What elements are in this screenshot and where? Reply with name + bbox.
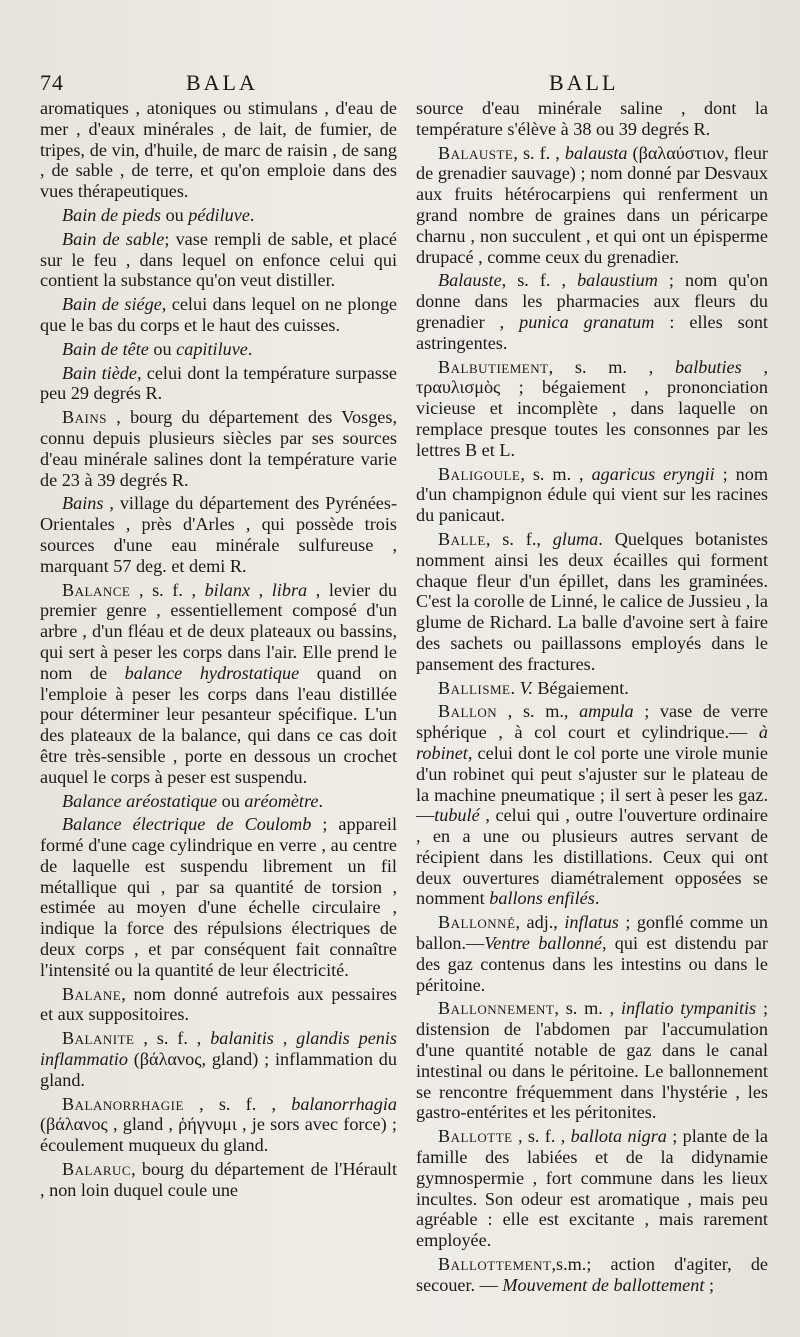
entry-headword: Bains bbox=[62, 407, 107, 428]
entry-text: , levier du premier genre , essentiellement composé d'un arbre , d'un fléau et de deux plateaux ou bassins, qui sert à peser les corps dans l'air. Elle prend le nom de bbox=[40, 579, 397, 683]
entry-headword: Bain de pieds bbox=[62, 204, 162, 225]
entry-headword: Bains bbox=[62, 493, 104, 514]
entry-headword: Balane bbox=[62, 983, 122, 1004]
dictionary-entry bbox=[416, 529, 768, 675]
entry-italic-term: gluma bbox=[552, 528, 599, 549]
dictionary-entry bbox=[40, 791, 397, 812]
entry-text: , s. f. , bbox=[501, 270, 578, 291]
entry-headword: Bain de siége bbox=[62, 294, 162, 315]
entry-text: ,s.m.; action d'agiter, de secouer. — bbox=[416, 1254, 768, 1295]
entry-text: ; gonflé comme un ballon.— bbox=[416, 912, 768, 954]
dictionary-entry bbox=[40, 1028, 397, 1090]
entry-text: : elles sont astringentes. bbox=[416, 311, 768, 353]
entry-text: . bbox=[247, 338, 253, 359]
entry-headword: Balauste bbox=[438, 270, 502, 291]
entry-headword: Balle bbox=[438, 528, 486, 549]
entry-text: aromatiques , atoniques ou stimulans , d'eau de mer , d'eaux minérales , de lait, de fumier, de tripes, de vin, d'huile, de marc de raisin , de sang , de sable , de terre, et qu'on emploie dans des vues thérapeutiques. bbox=[40, 98, 397, 202]
entry-headword: Ballon bbox=[438, 701, 498, 722]
entry-headword: Balauste bbox=[438, 142, 514, 163]
running-head bbox=[0, 70, 800, 98]
entry-italic-term: ballota nigra bbox=[570, 1126, 667, 1147]
page-number: 74 bbox=[40, 70, 64, 95]
entry-headword: Ballisme bbox=[438, 677, 511, 698]
entry-text: . bbox=[510, 677, 520, 698]
dictionary-entry bbox=[416, 998, 768, 1123]
dictionary-entry bbox=[40, 1094, 397, 1156]
entry-text: , s. m. , bbox=[520, 463, 592, 484]
entry-italic-term: tubulé bbox=[434, 805, 480, 826]
entry-text: . bbox=[594, 888, 600, 909]
entry-italic-term: agaricus eryngii bbox=[591, 463, 715, 484]
entry-italic-term: Ventre ballonné bbox=[484, 933, 602, 954]
dictionary-entry bbox=[40, 580, 397, 788]
entry-text: . bbox=[318, 790, 323, 811]
entry-headword: Balbutiement bbox=[438, 356, 549, 377]
entry-italic-term: V. bbox=[519, 677, 533, 698]
entry-italic-term: balance hydrostatique bbox=[124, 662, 300, 683]
entry-headword: Balance aréostatique bbox=[62, 790, 218, 811]
right-running-head: BALL bbox=[549, 70, 619, 95]
entry-italic-term: Mouvement de ballottement bbox=[502, 1274, 705, 1295]
entry-text: , s. f., bbox=[485, 528, 553, 549]
dictionary-entry bbox=[416, 98, 768, 140]
entry-text: , celui qui , outre l'ouverture ordinaire , en a une ou plusieurs autres servant de récipient dans les distillations. Ceux qui ont deux ouvertures diamétralement opposées se nomment bbox=[416, 805, 768, 909]
entry-text: (βάλανος , gland , ῥήγνυμι , je sors avec force) ; écoulement muqueux du gland. bbox=[40, 1114, 397, 1156]
entry-headword: Balance électrique de Coulomb bbox=[62, 814, 312, 835]
entry-text: source d'eau minérale saline , dont la température s'élève à 38 ou 39 degrés R. bbox=[416, 98, 768, 139]
dictionary-entry bbox=[416, 143, 768, 268]
entry-text: , celui dont la température surpasse peu 29 degrés R. bbox=[40, 362, 397, 404]
dictionary-entry bbox=[40, 339, 397, 360]
entry-text: ; plante de la famille des labiées et de la didynamie gymnospermie , fort commune dans les lieux incultes. Son odeur est aromatique , mais peu agréable : elle est excitante , mais rarement employée. bbox=[416, 1126, 768, 1251]
entry-text: quand on l'emploie à peser les corps dans l'eau distillée pour déterminer leur pesanteur spécifique. L'un des plateaux de la balance, qui dans ce cas doit être très-sensible , porte en dessous un crochet auquel le corps à peser est suspendu. bbox=[40, 662, 397, 787]
dictionary-entry bbox=[40, 363, 397, 405]
left-running-head: BALA bbox=[186, 70, 258, 95]
entry-headword: Ballonnement bbox=[438, 998, 555, 1019]
entry-text: , τραυλισμὸς ; bégaiement , prononciation vicieuse et incomplète , dans laquelle on remplace presque toutes les consonnes par les lettres B et L. bbox=[416, 356, 768, 460]
entry-text: , bourg du département des Vosges, connu depuis plusieurs siècles par ses sources d'eau minérale salines dont la température varie de 23 à 39 degrés R. bbox=[40, 407, 397, 490]
entry-text: , s. f. , bbox=[183, 1093, 292, 1114]
dictionary-entry bbox=[416, 270, 768, 353]
dictionary-entry bbox=[416, 1254, 768, 1296]
dictionary-entry bbox=[40, 814, 397, 980]
entry-italic-term: ballons enfilés bbox=[489, 888, 595, 909]
entry-headword: Balaruc bbox=[62, 1159, 132, 1180]
entry-italic-term: bilanx , libra bbox=[204, 579, 308, 600]
entry-text: ; nom qu'on donne dans les pharmacies aux fleurs du grenadier , bbox=[416, 270, 768, 332]
entry-text: , s. f. , bbox=[134, 1028, 211, 1049]
dictionary-entry bbox=[416, 1126, 768, 1251]
entry-italic-term: balanorrhagia bbox=[291, 1093, 397, 1114]
entry-text: ; distension de l'abdomen par l'accumulation d'une quantité notable de gaz dans le canal intestinal ou dans le péritoine. Le ballonnement se rencontre fréquemment dans l'hystérie , les gastro-entérites et les péritonites. bbox=[416, 998, 769, 1123]
entry-text: ; bbox=[704, 1274, 715, 1295]
entry-headword: Bain de tête bbox=[62, 338, 149, 359]
entry-italic-term: inflatus bbox=[564, 912, 619, 933]
entry-text: (βάλανος, gland) ; inflammation du gland. bbox=[40, 1049, 397, 1090]
dictionary-entry bbox=[416, 701, 768, 909]
dictionary-entry bbox=[416, 678, 768, 699]
entry-italic-term: balausta bbox=[564, 142, 628, 163]
entry-headword-variant: capitiluve bbox=[176, 338, 248, 359]
entry-headword: Bain tiède bbox=[62, 362, 137, 383]
entry-text: , s. f. , bbox=[130, 579, 205, 600]
entry-text: , s. m., bbox=[497, 701, 580, 722]
entry-text: ; vase de verre sphérique , à col court et cylindrique.— bbox=[416, 701, 768, 743]
entry-text: . Quelques botanistes nomment ainsi les deux écailles qui forment chaque fleur d'un épillet, dans les graminées. C'est la corolle de Linné, le calice de Jussieu , la glume de Richard. La balle d'avoine sert à faire des sachets ou paillassons employés dans le pansement des fractures. bbox=[416, 528, 768, 674]
entry-italic-term: inflatio tympanitis bbox=[621, 998, 757, 1019]
dictionary-entry bbox=[40, 294, 397, 336]
entry-text: , village du département des Pyrénées-Orientales , près d'Arles , qui possède trois sources d'une eau minérale sulfureuse , marquant 57 deg. et demi R. bbox=[40, 493, 397, 576]
entry-text: ; vase rempli de sable, et placé sur le feu , dans lequel on enfonce celui qui contient la substance qu'on veut distiller. bbox=[40, 228, 397, 291]
entry-text: ; appareil formé d'une cage cylindrique en verre , au centre de laquelle est suspendu librement un fil métallique qui , par sa quantité de torsion , estimée au moyen d'une échelle circulaire , indique la force des répulsions électriques de deux corps , et par conséquent fait connaître l'intensité ou la quantité de leur électricité. bbox=[40, 814, 397, 980]
entry-headword-variant: pédiluve bbox=[188, 204, 250, 225]
dictionary-entry bbox=[40, 407, 397, 490]
entry-italic-term: balaustium bbox=[577, 270, 658, 291]
entry-text: , s. m. , bbox=[548, 356, 675, 377]
entry-italic-term: balanitis , glandis penis inflammatio bbox=[40, 1028, 397, 1070]
entry-text: , adj., bbox=[515, 912, 565, 933]
entry-headword: Balanorrhagie bbox=[62, 1093, 184, 1114]
entry-text: , nom donné autrefois aux pessaires et aux suppositoires. bbox=[40, 983, 397, 1025]
entry-text: , qui est distendu par des gaz contenus dans les intestins ou dans le péritoine. bbox=[416, 933, 768, 995]
entry-headword: Balance bbox=[62, 579, 131, 600]
entry-text: , s. f. , bbox=[513, 142, 565, 163]
entry-text: ou bbox=[148, 338, 177, 359]
entry-headword: Ballotte bbox=[438, 1126, 513, 1147]
entry-headword: Balanite bbox=[62, 1028, 135, 1049]
entry-text: , s. m. , bbox=[554, 998, 621, 1019]
dictionary-entry bbox=[40, 229, 397, 291]
entry-text: . bbox=[249, 204, 255, 225]
entry-text: Bégaiement. bbox=[532, 677, 629, 698]
entry-text: (βαλαύστιον, fleur de grenadier sauvage) ; nom donné par Desvaux aux fruits hétérocarpiens qui renferment un grand nombre de graines dans un péricarpe charnu , non succulent , et qui ont un épisperme drupacé , comme ceux du grenadier. bbox=[416, 142, 768, 267]
right-column bbox=[416, 98, 768, 1299]
entry-text: , bourg du département de l'Hérault , non loin duquel coule une bbox=[40, 1159, 397, 1200]
entry-text: ; nom d'un champignon édule qui vient sur les racines du panicaut. bbox=[416, 463, 768, 526]
entry-italic-term: balbuties bbox=[675, 356, 742, 377]
entry-text: , celui dans lequel on ne plonge que le bas du corps et le haut des cuisses. bbox=[40, 294, 397, 335]
entry-headword: Bain de sable bbox=[62, 228, 165, 249]
left-column bbox=[40, 98, 397, 1204]
entry-headword: Baligoule bbox=[438, 463, 521, 484]
entry-text: ou bbox=[217, 790, 245, 811]
entry-text: , celui dont le col porte une virole munie d'un robinet qui peut s'ajuster sur le plateau de la machine pneumatique ; il sert à peser les gaz. — bbox=[416, 742, 768, 826]
dictionary-entry bbox=[40, 493, 397, 576]
dictionary-entry bbox=[40, 1159, 397, 1201]
entry-headword: Ballottement bbox=[438, 1254, 552, 1275]
dictionary-entry bbox=[40, 98, 397, 202]
dictionary-entry bbox=[416, 464, 768, 526]
dictionary-entry bbox=[40, 205, 397, 226]
entry-text: ou bbox=[161, 204, 189, 225]
entry-text: , s. f. , bbox=[512, 1126, 571, 1147]
dictionary-entry bbox=[416, 357, 768, 461]
entry-headword: Ballonné bbox=[438, 912, 516, 933]
dictionary-entry bbox=[40, 984, 397, 1026]
entry-italic-term: à robinet bbox=[416, 722, 768, 763]
entry-headword-variant: aréomètre bbox=[244, 790, 319, 811]
dictionary-entry bbox=[416, 912, 768, 995]
entry-italic-term: ampula bbox=[579, 701, 634, 722]
entry-italic-term: punica granatum bbox=[519, 311, 655, 332]
